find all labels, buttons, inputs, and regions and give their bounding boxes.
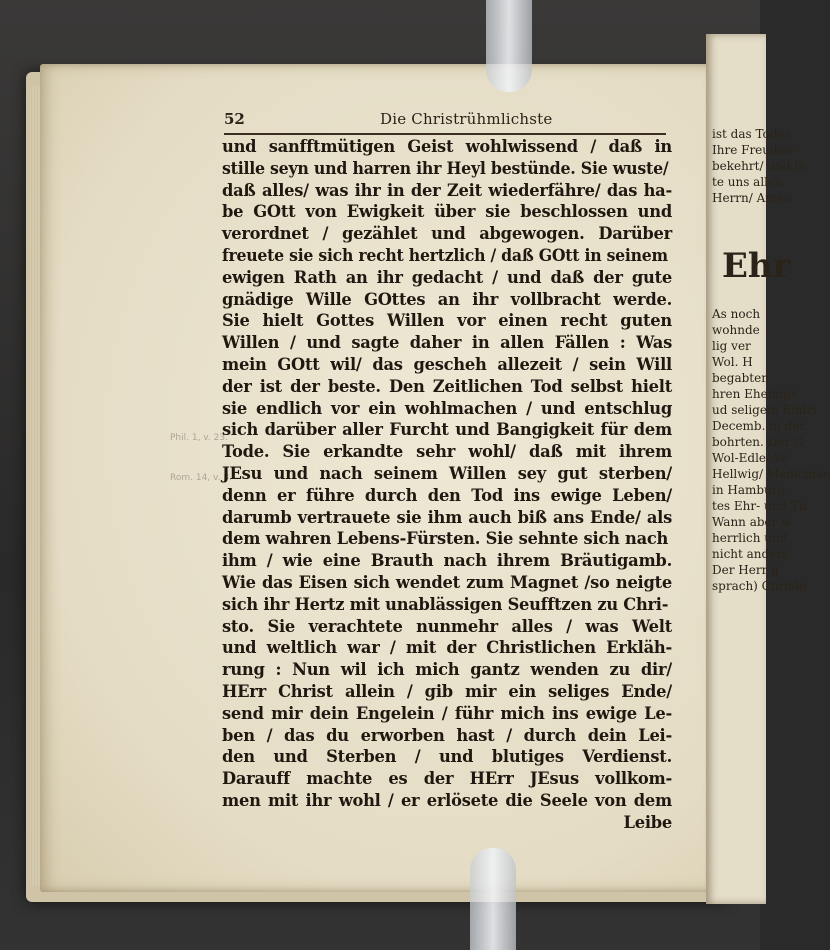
text-line: und weltlich war / mit der Christlichen Erkläh- <box>222 638 672 658</box>
text-line: HErr Christ allein / gib mir ein seliges Ende/ <box>222 681 672 701</box>
text-line: sie endlich vor ein wohlmachen / und entschlug <box>222 398 672 418</box>
facing-line: Der Herr g <box>712 563 779 577</box>
facing-heading: Ehr <box>722 246 791 286</box>
text-line: denn er führe durch den Tod ins ewige Leben/ <box>222 485 672 505</box>
facing-line: ud seligem Eintri <box>712 403 817 417</box>
text-line: Tode. Sie erkandte sehr wohl/ daß mit ihrem <box>222 442 672 462</box>
text-line: send mir dein Engelein / führ mich ins ewige Le- <box>222 703 672 723</box>
facing-line: wohnde <box>712 323 760 337</box>
facing-line: nicht anders <box>712 547 789 561</box>
text-line: JEsu und nach seinem Willen sey gut sterben/ <box>222 463 672 483</box>
text-line: verordnet / gezählet und abgewogen. Darüber <box>222 224 672 244</box>
text-line: rung : Nun wil ich mich gantz wenden zu dir/ <box>222 660 672 680</box>
text-line: Leibe <box>623 812 672 832</box>
facing-line: herrlich und <box>712 531 788 545</box>
facing-line: ist das Todes <box>712 127 791 141</box>
header-rule <box>224 133 666 135</box>
text-line: gnädige Wille GOttes an ihr vollbracht werde. <box>222 289 672 309</box>
text-line: den und Sterben / und blutiges Verdienst. <box>222 747 672 767</box>
text-line: Sie hielt Gottes Willen vor einen recht guten <box>222 311 672 331</box>
text-line: ihm / wie eine Brauth nach ihrem Bräutigamb. <box>222 551 672 571</box>
running-head: Die Christrühmlichste <box>380 110 553 128</box>
text-line: dem wahren Lebens-Fürsten. Sie sehnte sich nach <box>222 529 669 549</box>
facing-line: Herrn/ Amen <box>712 191 792 205</box>
text-line: darumb vertrauete sie ihm auch biß ans Ende/ als <box>222 507 672 527</box>
facing-line: tes Ehr- und Tu <box>712 499 807 513</box>
text-line: Willen / und sagte daher in allen Fällen : Was <box>222 333 672 353</box>
text-line: ben / das du erworben hast / durch dein Lei- <box>222 725 672 745</box>
body-text <box>222 136 672 834</box>
facing-line: As noch <box>712 307 761 321</box>
text-line: sto. Sie verachtete nunmehr alles / was Welt <box>222 616 672 636</box>
page-holder-clip-top <box>486 0 532 92</box>
facing-line: in Hamburg. <box>712 483 790 497</box>
text-line: sich darüber aller Furcht und Bangigkeit für dem <box>222 420 672 440</box>
page-number: 52 <box>224 110 245 128</box>
text-line: Wie das Eisen sich wendet zum Magnet /so neigte <box>222 572 672 592</box>
margin-note: Phil. 1, v. 23. <box>170 433 228 443</box>
facing-line: bekehrt/ und in <box>712 159 806 173</box>
facing-line: sprach) Christo <box>712 579 807 593</box>
text-line: Darauff machte es der HErr JEsus vollkom- <box>222 769 672 789</box>
text-line: stille seyn und harren ihr Heyl bestünde. Sie wuste/ <box>222 158 669 178</box>
text-line: freuete sie sich recht hertzlich / daß GOtt in seinem <box>222 245 668 265</box>
text-line: und sanfftmütigen Geist wohlwissend / daß in <box>222 137 672 156</box>
page-holder-clip-bottom <box>470 848 516 950</box>
text-line: der ist der beste. Den Zeitlichen Tod selbst hielt <box>222 376 672 396</box>
facing-line: Decemb. in der <box>712 419 806 433</box>
facing-line: Wann aber w <box>712 515 792 529</box>
facing-line: Wol. H <box>712 355 753 369</box>
book-page-right <box>706 34 830 904</box>
text-line: ewigen Rath an ihr gedacht / und daß der gute <box>222 267 672 287</box>
text-line: men mit ihr wohl / er erlösete die Seele von dem <box>222 790 672 810</box>
text-line: be GOtt von Ewigkeit über sie beschlossen und <box>222 202 672 222</box>
text-line: daß alles/ was ihr in der Zeit wiederfähre/ das ha- <box>222 180 672 200</box>
text-line: mein GOtt wil/ das gescheh allezeit / sein Will <box>222 354 672 374</box>
facing-line: Hellwig/ Medicinae <box>712 467 830 481</box>
facing-page-text <box>712 126 830 594</box>
facing-line: Ihre Freuden- <box>712 143 797 157</box>
facing-line: begabten <box>712 371 769 385</box>
margin-note: Rom. 14, v. 8. <box>170 473 232 483</box>
text-line: sich ihr Hertz mit unablässigen Seufftzen zu Chri- <box>222 594 669 614</box>
facing-line: Wol-Edle/ Ve <box>712 451 789 465</box>
facing-line: bohrten. Der G <box>712 435 804 449</box>
facing-line: te uns allen <box>712 175 783 189</box>
facing-line: lig ver <box>712 339 751 353</box>
facing-line: hren Ehelings <box>712 387 797 401</box>
